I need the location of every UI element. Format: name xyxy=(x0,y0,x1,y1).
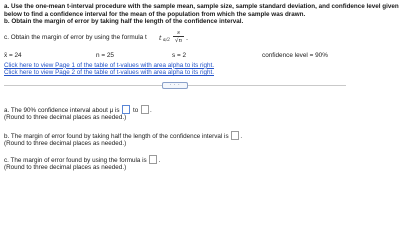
formula-t: t xyxy=(159,33,162,42)
answer-a-to: to xyxy=(133,106,139,114)
answer-a-upper-input[interactable] xyxy=(141,105,149,114)
part-a-instruction-cont: below to find a confidence interval for the mean of the population from which the sample was drawn. xyxy=(4,10,306,18)
sample-std-dev: s = 2 xyxy=(172,51,187,59)
answer-a-period: . xyxy=(150,106,152,114)
answer-a-label: a. The 90% confidence interval about μ is xyxy=(4,106,120,114)
answer-b-hint: (Round to three decimal places as needed.) xyxy=(4,139,127,147)
answer-b-label: b. The margin of error found by taking half the length of the confidence interval is xyxy=(4,132,229,140)
answer-c-hint: (Round to three decimal places as needed.) xyxy=(4,163,127,171)
answer-c-period: . xyxy=(158,156,161,164)
answer-a-lower-input[interactable] xyxy=(122,105,130,114)
part-a-instruction: a. Use the one-mean t-interval procedure with the sample mean, sample size, sample standard deviation, and confidence level given xyxy=(4,3,399,10)
t-table-page1-link[interactable]: Click here to view Page 1 of the table of t-values with area alpha to its right. xyxy=(4,61,215,69)
answer-a-hint: (Round to three decimal places as needed.) xyxy=(4,113,127,121)
part-c-label: c. Obtain the margin of error by using the formula t xyxy=(4,33,147,41)
sqrt-icon: √ xyxy=(174,37,179,44)
answer-b-period: . xyxy=(240,132,243,140)
t-table-page2-link[interactable]: Click here to view Page 2 of the table of t-values with area alpha to its right. xyxy=(4,69,215,77)
formula-denominator: √n xyxy=(174,37,183,44)
formula-fraction xyxy=(173,31,184,44)
part-c-instruction xyxy=(4,31,346,46)
part-b-instruction: b. Obtain the margin of error by taking half the length of the confidence interval. xyxy=(4,18,244,26)
answer-section xyxy=(4,105,346,172)
answer-c-row xyxy=(4,155,346,164)
confidence-level: confidence level = 90% xyxy=(262,51,328,59)
section-divider xyxy=(4,82,346,88)
t-table-links xyxy=(4,62,346,77)
formula-subscript: α/2 xyxy=(163,36,170,42)
formula-numerator: s xyxy=(177,29,180,36)
sample-size: n = 25 xyxy=(96,51,114,59)
answer-c-label: c. The margin of error found by using the formula is xyxy=(4,156,147,164)
formula-period: . xyxy=(186,33,189,42)
question-panel xyxy=(4,3,399,172)
answer-b-input[interactable] xyxy=(231,131,239,140)
expand-more-button[interactable]: · · · xyxy=(162,82,188,89)
sample-mean: x̄ = 24 xyxy=(4,51,22,59)
answer-b-row xyxy=(4,131,346,140)
given-values xyxy=(4,52,346,62)
answer-c-input[interactable] xyxy=(149,155,157,164)
answer-a-row xyxy=(4,105,346,114)
